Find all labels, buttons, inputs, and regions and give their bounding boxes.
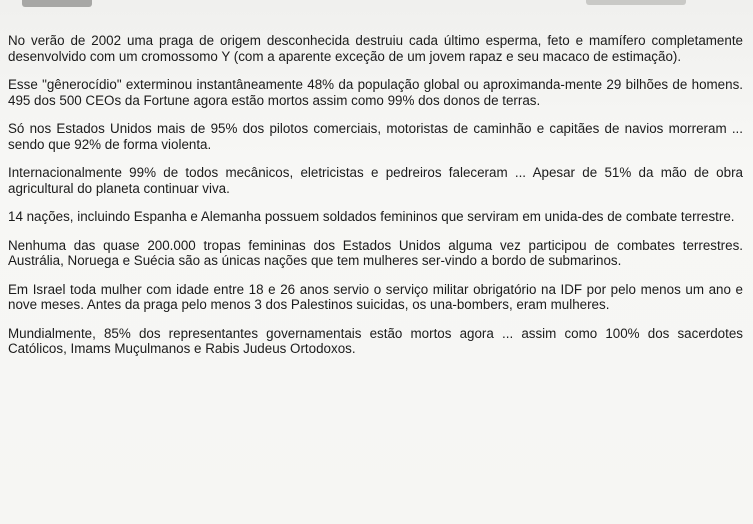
paragraph-7: Em Israel toda mulher com idade entre 18 e 26 anos servio o serviço militar obrigatório na IDF por pelo menos um ano e nove meses. Antes da praga pelo menos 3 dos Palestinos suicidas, os una-bombers, eram mulheres. xyxy=(8,281,743,312)
paragraph-2: Esse "gênerocídio" exterminou instantâneamente 48% da população global ou aproximanda-mente 29 bilhões de homens. 495 dos 500 CEOs da Fortune agora estão mortos assim como 99% dos donos de terras. xyxy=(8,77,743,108)
paragraph-5: 14 nações, incluindo Espanha e Alemanha possuem soldados femininos que serviram em unida-des de combate terrestre. xyxy=(8,209,735,224)
paragraph-3: Só nos Estados Unidos mais de 95% dos pilotos comerciais, motoristas de caminhão e capitães de navios morreram ... sendo que 92% de forma violenta. xyxy=(8,121,743,152)
paragraph-6: Nenhuma das quase 200.000 tropas femininas dos Estados Unidos alguma vez participou de combates terrestres. Austrália, Noruega e Suécia são as únicas nações que tem mulheres ser-vindo a bordo de submarinos. xyxy=(8,237,743,268)
document-body xyxy=(8,33,743,370)
paragraph-4: Internacionalmente 99% de todos mecânicos, eletricistas e pedreiros faleceram ... Apesar de 51% da mão de obra agricultural do planeta continuar viva. xyxy=(8,165,743,196)
top-edge-mark-right xyxy=(586,0,686,5)
top-edge-mark-left xyxy=(22,0,92,7)
paragraph-1: No verão de 2002 uma praga de origem desconhecida destruiu cada último esperma, feto e mamífero completamente desenvolvido com um cromossomo Y (com a aparente exceção de um jovem rapaz e seu macaco de estimação). xyxy=(8,33,743,64)
paragraph-8: Mundialmente, 85% dos representantes governamentais estão mortos agora ... assim como 100% dos sacerdotes Católicos, Imams Muçulmanos e Rabis Judeus Ortodoxos. xyxy=(8,325,743,356)
